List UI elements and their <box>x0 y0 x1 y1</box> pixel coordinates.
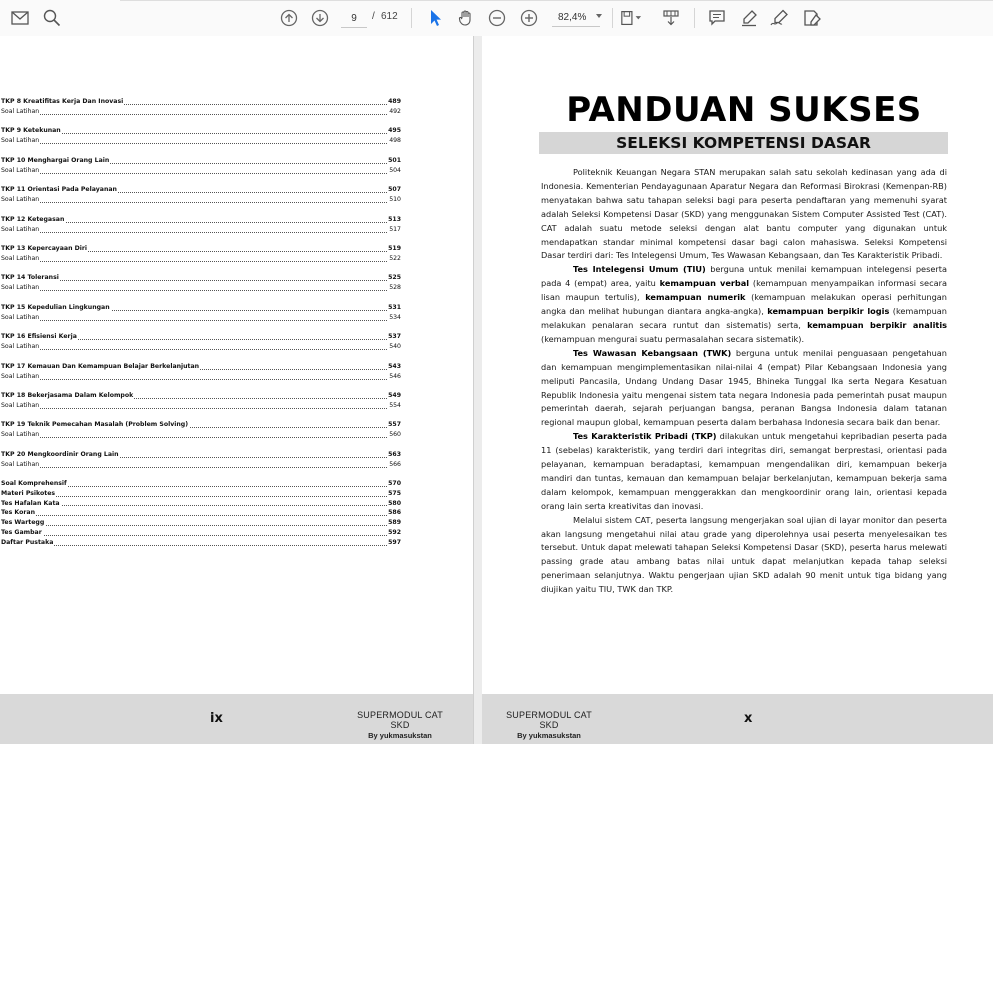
toc-dot-leader <box>1 515 387 516</box>
search-icon[interactable] <box>41 7 63 29</box>
toc-entry-title: TKP 14 Toleransi <box>1 274 59 282</box>
mail-icon[interactable] <box>9 7 31 29</box>
page-title: PANDUAN SUKSES <box>566 90 922 130</box>
toc-group <box>1 244 401 264</box>
toc-entry-title: TKP 17 Kemauan Dan Kemampuan Belajar Berkelanjutan <box>1 362 200 370</box>
toc-entry-page: 501 <box>388 156 401 164</box>
text-run: (kemampuan mengurai suatu permasalahan secara sistematik). <box>541 333 805 344</box>
toc-group <box>1 273 401 293</box>
toc-group <box>1 420 401 440</box>
toc-entry-title: TKP 15 Kepedulian Lingkungan <box>1 303 110 311</box>
toc-entry-page: 522 <box>389 254 401 262</box>
body-paragraph <box>541 263 947 346</box>
toc-entry[interactable] <box>1 489 401 499</box>
toc-entry-page: 492 <box>389 108 401 115</box>
toc-entry-page: 549 <box>388 391 401 399</box>
brand-subtitle: By yukmasukstan <box>517 731 581 740</box>
toc-entry-title: Daftar Pustaka <box>1 538 54 546</box>
text-run: berguna untuk menilai penguasaan pengetahuan dan kemampuan mengimplementasikan nilai-nilai 4 (empat) Pilar Kebangsaan Indonesia yang meliputi Pancasila, Undang Undang Dasar 1945, Bhineka Tunggal Ika serta Negara Kesatuan Republik Indonesia yaitu mengenai sistem tata negara Indonesia pada pemerintah pusat maupun pemerintah daerah, sejarah perjuangan bangsa, peranan Bangsa Indonesia dalam tatanan regional maupun global, kemampuan peserta dalam berbahasa Indonesia secara baik dan benar. <box>541 347 947 428</box>
page-number-label: ix <box>210 711 223 726</box>
brand-title: SUPERMODUL CAT SKD <box>506 710 592 730</box>
toc-entry-title: Soal Latihan <box>1 254 40 262</box>
toc-entry[interactable] <box>1 195 401 205</box>
bold-term: kemampuan numerik <box>645 292 746 303</box>
text-run: (kemampuan melakukan operasi perhitungan angka dan melihat hubungan diantara angka-angka), <box>541 292 947 317</box>
toc-entry-page: 510 <box>389 196 401 204</box>
page-gutter <box>473 36 482 744</box>
toc-entry[interactable] <box>1 126 401 136</box>
toc-entry[interactable] <box>1 313 401 323</box>
brand-label <box>349 710 451 740</box>
toc-entry[interactable] <box>1 156 401 166</box>
toc-entry-title: TKP 13 Kepercayaan Diri <box>1 244 88 252</box>
toc-entry-title: Tes Wartegg <box>1 519 45 527</box>
zoom-in-icon[interactable] <box>518 7 540 29</box>
bold-term: kemampuan verbal <box>659 278 750 289</box>
footer-left <box>0 694 473 744</box>
toc-entry-page: 507 <box>388 186 401 194</box>
toc-entry[interactable] <box>1 420 401 430</box>
page-separator: / <box>372 11 375 22</box>
toc-entry-title: Soal Komprehensif <box>1 480 67 488</box>
toc-entry[interactable] <box>1 342 401 352</box>
toc-entry-page: 489 <box>388 98 401 105</box>
body-text <box>541 166 947 597</box>
toolbar <box>0 0 993 37</box>
toc-dot-leader <box>1 173 387 174</box>
body-paragraph <box>541 430 947 513</box>
toc-group <box>1 450 401 470</box>
text-run: (kemampuan menyampaikan informasi secara lisan maupun tertulis), <box>541 278 947 303</box>
toc-entry[interactable] <box>1 479 401 489</box>
toc-entry-page: 495 <box>388 127 401 135</box>
body-paragraph <box>541 514 947 597</box>
toc-entry[interactable] <box>1 508 401 518</box>
toc-dot-leader <box>1 320 387 321</box>
toc-entry-title: TKP 12 Ketegasan <box>1 215 65 223</box>
toc-entry[interactable] <box>1 401 401 411</box>
toc-entry-title: TKP 9 Ketekunan <box>1 127 61 135</box>
toc-entry[interactable] <box>1 362 401 372</box>
toc-group <box>1 215 401 235</box>
comment-icon[interactable] <box>706 7 728 29</box>
page-subtitle: SELEKSI KOMPETENSI DASAR <box>539 132 948 154</box>
toc-dot-leader <box>1 437 387 438</box>
toolbar-divider <box>612 8 613 28</box>
toc-entry-page: 580 <box>388 499 401 507</box>
toolbar-divider <box>694 8 695 28</box>
sign-icon[interactable] <box>769 7 791 29</box>
toc-group <box>1 479 401 548</box>
toc-entry-title: Tes Hafalan Kata <box>1 499 60 507</box>
toc-entry-page: 513 <box>388 215 401 223</box>
toc-entry-page: 570 <box>388 480 401 488</box>
bold-term: kemampuan berpikir logis <box>767 306 890 317</box>
toc-entry-title: Soal Latihan <box>1 137 40 145</box>
bold-term: kemampuan berpikir analitis <box>807 319 947 330</box>
scroll-mode-icon[interactable] <box>660 7 682 29</box>
toc-dot-leader <box>1 467 387 468</box>
body-paragraph <box>541 166 947 263</box>
brand-title: SUPERMODUL CAT SKD <box>357 710 443 730</box>
toc-entry-title: Soal Latihan <box>1 343 40 351</box>
toc-dot-leader <box>1 202 387 203</box>
toc-entry-title: TKP 8 Kreatifitas Kerja Dan Inovasi <box>1 98 124 105</box>
toc-entry-page: 563 <box>388 450 401 458</box>
toc-dot-leader <box>1 232 387 233</box>
zoom-out-icon[interactable] <box>486 7 508 29</box>
toc-entry-page: 597 <box>388 538 401 546</box>
toc-entry-title: TKP 11 Orientasi Pada Pelayanan <box>1 186 117 194</box>
toc-entry[interactable] <box>1 528 401 538</box>
footer-right <box>482 694 993 744</box>
toc-dot-leader <box>1 525 387 526</box>
body-paragraph <box>541 347 947 430</box>
select-arrow-icon[interactable] <box>424 7 446 29</box>
toc-group <box>1 362 401 382</box>
bold-term: Tes Karakteristik Pribadi (TKP) <box>573 431 717 442</box>
toc-entry[interactable] <box>1 332 401 342</box>
toc-entry-title: Soal Latihan <box>1 372 40 380</box>
toc-entry-page: 589 <box>388 519 401 527</box>
bold-term: Tes Intelegensi Umum (TIU) <box>573 264 706 275</box>
text-run: (kemampuan melakukan penalaran secara runtut dan sistematis) serta, <box>541 306 947 330</box>
toc-group <box>1 391 401 411</box>
fill-sign-icon[interactable] <box>801 7 823 29</box>
toc-entry-title: Soal Latihan <box>1 166 40 174</box>
toc-entry-page: 540 <box>389 343 401 351</box>
toc-entry[interactable] <box>1 391 401 401</box>
toc-entry[interactable] <box>1 225 401 235</box>
toc-entry-title: TKP 20 Mengkoordinir Orang Lain <box>1 450 119 458</box>
toc-entry-title: Soal Latihan <box>1 225 40 233</box>
toolbar-divider <box>411 8 412 28</box>
toc-entry-title: Soal Latihan <box>1 196 40 204</box>
toc-group <box>1 156 401 176</box>
hand-icon[interactable] <box>455 7 477 29</box>
toc-entry-page: 498 <box>389 137 401 145</box>
toc-entry-title: Soal Latihan <box>1 284 40 292</box>
toc-entry[interactable] <box>1 185 401 195</box>
toc-entry-page: 517 <box>389 225 401 233</box>
toc-entry-title: Materi Psikotes <box>1 489 56 497</box>
toc-dot-leader <box>1 545 387 546</box>
toc-entry-title: Soal Latihan <box>1 431 40 439</box>
toc-group <box>1 126 401 146</box>
toc-entry-page: 525 <box>388 274 401 282</box>
toc-entry-title: TKP 10 Menghargai Orang Lain <box>1 156 110 164</box>
toc-dot-leader <box>1 535 387 536</box>
text-run: Politeknik Keuangan Negara STAN merupakan salah satu sekolah kedinasan yang ada di Indonesia. Kementerian Pendayagunaan Aparatur Negara dan Reformasi Birokrasi (Kemenpan-RB) menyatakan bahwa satu tahapan seleksi bagi para peserta pendaftaran yang memenuhi syarat adalah Seleksi Kompetensi Dasar (SKD) yang menggunakan Sistem Computer Assisted Test (CAT). CAT adalah suatu metode seleksi dengan alat bantu computer yang digunakan untuk mendapatkan standar minimal kompetensi dasar bagi calon mahasiswa. Seleksi Kompetensi Dasar terdiri dari: Tes Intelegensi Umum, Tes Wawasan Kebangsaan, dan Tes Karakteristik Pribadi. <box>541 167 947 261</box>
toc-entry[interactable] <box>1 283 401 293</box>
toc-entry-title: TKP 19 Teknik Pemecahan Masalah (Problem Solving) <box>1 421 189 429</box>
toc-entry[interactable] <box>1 97 401 107</box>
toc-entry-page: 519 <box>388 244 401 252</box>
toc-entry[interactable] <box>1 166 401 176</box>
toc-entry-page: 592 <box>388 529 401 537</box>
toc-entry[interactable] <box>1 273 401 283</box>
toc-entry-title: Soal Latihan <box>1 401 40 409</box>
toc-entry-page: 575 <box>388 489 401 497</box>
toc-entry[interactable] <box>1 460 401 470</box>
toc-dot-leader <box>1 290 387 291</box>
toc-entry-page: 566 <box>389 460 401 468</box>
toc-entry[interactable] <box>1 254 401 264</box>
page-number-input[interactable] <box>341 9 367 28</box>
fit-page-icon[interactable] <box>620 7 642 29</box>
bold-term: Tes Wawasan Kebangsaan (TWK) <box>573 347 732 358</box>
toc-dot-leader <box>1 496 387 497</box>
toc-entry[interactable] <box>1 303 401 313</box>
text-run: dilakukan untuk mengetahui kepribadian peserta pada 11 (sebelas) karakteristik, yang terdiri dari integritas diri, semangat berprestasi, orientasi pada pelayanan, kemampuan beradaptasi, kemampuan mengendalikan diri, kemampuan bekerja mandiri dan tuntas, kemauan dan kemampuan belajar berkelanjutan, kemampuan bekerja sama dalam kelompok, kemampuan menggerakkan dan mengkoordinir orang lain, orientasi kepada orang lain serta kreativitas dan inovasi. <box>541 431 947 511</box>
toc-entry[interactable] <box>1 215 401 225</box>
toc-entry-page: 560 <box>389 431 401 439</box>
toc-entry-page: 557 <box>388 421 401 429</box>
toc-entry-page: 543 <box>388 362 401 370</box>
toc-group <box>1 97 401 117</box>
toc-entry[interactable] <box>1 107 401 117</box>
toc-entry-title: TKP 18 Bekerjasama Dalam Kelompok <box>1 391 134 399</box>
toc-dot-leader <box>1 143 387 144</box>
toc-entry-page: 534 <box>389 313 401 321</box>
toc-entry-title: Tes Koran <box>1 509 35 517</box>
toc-entry-page: 546 <box>389 372 401 380</box>
page-down-icon[interactable] <box>309 7 331 29</box>
toc-entry-page: 586 <box>388 509 401 517</box>
toolbar-top-border <box>120 0 993 1</box>
toc-entry-page: 528 <box>389 284 401 292</box>
text-run: Melalui sistem CAT, peserta langsung mengerjakan soal ujian di layar monitor dan peserta akan langsung mengetahui nilai atau grade yang diperolehnya usai peserta menyelesaikan tes tersebut. Untuk dapat melewati tahapan Seleksi Kompetensi Dasar (SKD), peserta harus melewati passing grade atau ambang batas nilai untuk dapat melanjutkan kepada tahap seleksi penerimaan selanjutnya. Waktu pengerjaan ujian SKD adalah 90 menit untuk tiga bidang yang diujikan yaitu TIU, TWK dan TKP. <box>541 514 947 595</box>
toc-dot-leader <box>1 114 387 115</box>
toc-entry-title: Soal Latihan <box>1 460 40 468</box>
toc-group <box>1 185 401 205</box>
page-total: 612 <box>381 11 398 22</box>
page-up-icon[interactable] <box>278 7 300 29</box>
toc-entry-title: Tes Gambar <box>1 529 42 537</box>
toc-entry-page: 537 <box>388 333 401 341</box>
toc-dot-leader <box>1 349 387 350</box>
table-of-contents <box>1 97 401 557</box>
toc-entry[interactable] <box>1 450 401 460</box>
toc-entry[interactable] <box>1 136 401 146</box>
brand-subtitle: By yukmasukstan <box>368 731 432 740</box>
toc-entry-title: Soal Latihan <box>1 108 40 115</box>
toc-dot-leader <box>1 379 387 380</box>
zoom-level-input[interactable] <box>552 9 600 27</box>
toc-group <box>1 332 401 352</box>
text-run: berguna untuk menilai kemampuan intelegensi peserta pada 4 (empat) area, yaitu <box>541 264 947 289</box>
toc-entry-page: 531 <box>388 303 401 311</box>
page-number-label: x <box>744 711 753 726</box>
toc-entry[interactable] <box>1 430 401 440</box>
highlight-icon[interactable] <box>738 7 760 29</box>
toc-entry-page: 504 <box>389 166 401 174</box>
toc-entry[interactable] <box>1 499 401 509</box>
toc-entry[interactable] <box>1 518 401 528</box>
toc-group <box>1 303 401 323</box>
toc-entry-page: 554 <box>389 401 401 409</box>
toc-entry[interactable] <box>1 244 401 254</box>
brand-label <box>498 710 600 740</box>
toc-dot-leader <box>1 261 387 262</box>
toc-entry[interactable] <box>1 372 401 382</box>
toc-entry-title: Soal Latihan <box>1 313 40 321</box>
toc-entry[interactable] <box>1 538 401 548</box>
toc-entry-title: TKP 16 Efisiensi Kerja <box>1 333 77 341</box>
zoom-dropdown-icon[interactable] <box>596 14 602 18</box>
toc-dot-leader <box>1 408 387 409</box>
